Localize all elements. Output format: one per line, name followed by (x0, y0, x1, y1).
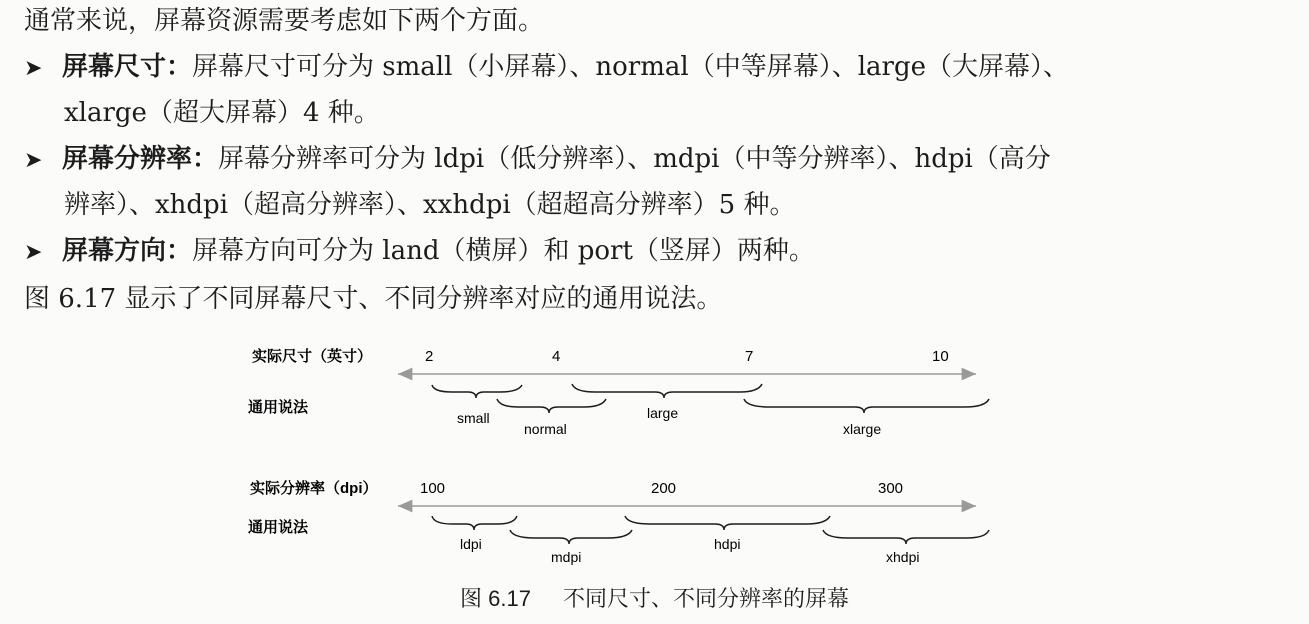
normal-range-brace (497, 399, 606, 413)
figure-caption-text: 不同尺寸、不同分辨率的屏幕 (562, 586, 849, 611)
size-name-label: xlarge (843, 421, 882, 437)
size-name-label: normal (524, 421, 567, 437)
size-tick-label: 7 (745, 348, 754, 365)
small-range-brace (432, 385, 522, 398)
size-axis-label: 实际尺寸（英寸） (252, 348, 373, 365)
dpi-name-label: xhdpi (886, 549, 920, 565)
dpi-name-label: hdpi (714, 536, 741, 552)
size-tick-label: 4 (552, 348, 561, 365)
dpi-tick-label: 200 (651, 480, 677, 497)
bullet-screen-density-cont: 辨率）、xhdpi（超高分辨率）、xxhdpi（超超高分辨率）5 种。 (64, 190, 796, 220)
xlarge-range-brace (744, 399, 989, 413)
dpi-name-label: mdpi (551, 549, 582, 565)
size-common-label: 通用说法 (248, 399, 309, 416)
figure-caption (0, 582, 1309, 613)
figure-reference-paragraph: 图 6.17 显示了不同屏幕尺寸、不同分辨率对应的通用说法。 (24, 284, 723, 314)
size-tick-label: 10 (932, 348, 949, 365)
bullet-title: 屏幕尺寸： (62, 52, 193, 82)
arrow-bullet-icon: ➤ (24, 56, 43, 81)
bullet-text: 屏幕方向可分为 land（横屏）和 port（竖屏）两种。 (192, 236, 815, 266)
dpi-tick-label: 100 (420, 480, 446, 497)
dpi-name-label: ldpi (460, 536, 482, 552)
bullet-text: 屏幕尺寸可分为 small（小屏幕）、normal（中等屏幕）、large（大屏幕）、 (192, 52, 1069, 82)
intro-paragraph: 通常来说，屏幕资源需要考虑如下两个方面。 (24, 6, 545, 36)
arrow-bullet-icon: ➤ (24, 148, 43, 173)
mdpi-range-brace (510, 530, 632, 544)
size-name-label: large (647, 405, 679, 421)
ldpi-range-brace (432, 516, 517, 530)
xhdpi-range-brace (823, 530, 989, 544)
size-tick-label: 2 (425, 348, 434, 365)
bullet-title: 屏幕方向： (62, 236, 193, 266)
bullet-screen-size-cont: xlarge（超大屏幕）4 种。 (64, 98, 380, 128)
bullet-title: 屏幕分辨率： (62, 144, 219, 174)
figure-caption-number: 图 6.17 (460, 586, 531, 611)
arrow-bullet-icon: ➤ (24, 240, 43, 265)
dpi-axis-label: 实际分辨率（dpi） (250, 480, 378, 497)
dpi-tick-label: 300 (878, 480, 904, 497)
bullet-text: 屏幕分辨率可分为 ldpi（低分辨率）、mdpi（中等分辨率）、hdpi（高分 (218, 144, 1051, 174)
dpi-common-label: 通用说法 (248, 519, 309, 536)
hdpi-range-brace (625, 516, 830, 530)
large-range-brace (572, 384, 762, 398)
size-name-label: small (457, 410, 490, 426)
